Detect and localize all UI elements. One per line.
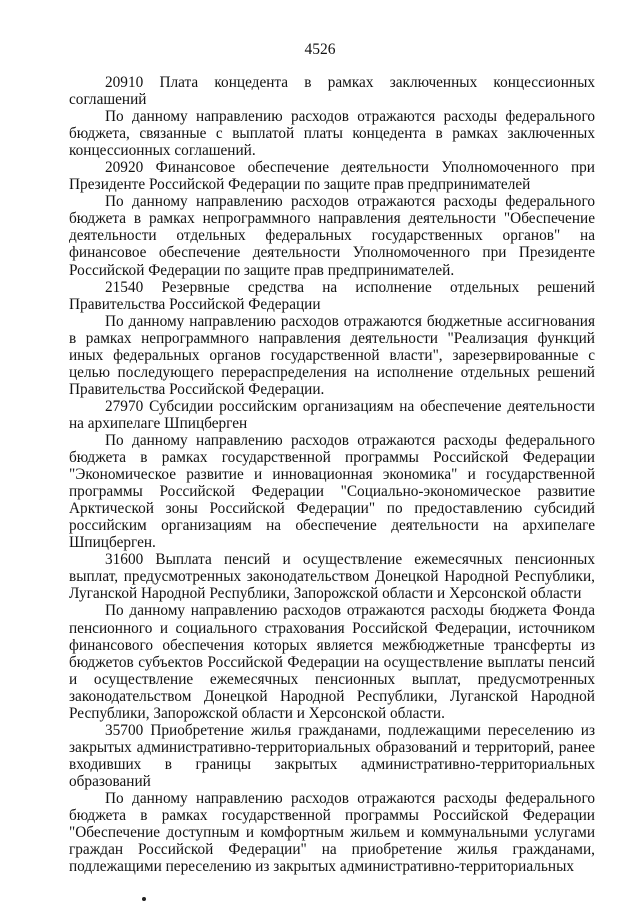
document-body	[69, 74, 595, 875]
paragraph-35700-description: По данному направлению расходов отражаются расходы федерального бюджета в рамках государственной программы Российской Федерации "Обеспечение доступным и комфортным жильем и коммунальными услугами граждан Российской Федерации" на приобретение жилья гражданами, подлежащими переселению из закрытых административно-территориальных	[69, 789, 595, 876]
heading-20910: 20910 Плата концедента в рамках заключенных концессионных соглашений	[69, 74, 595, 109]
paragraph-27970-description: По данному направлению расходов отражаются расходы федерального бюджета в рамках государственной программы Российской Федерации "Экономическое развитие и инновационная экономика" и государственной программы Российской Федерации "Социально-экономическое развитие Арктической зоны Российской Федерации" по предоставлению субсидий российским организациям на обеспечение деятельности на архипелаге Шпицберген.	[69, 431, 595, 552]
scan-artifact-dot	[142, 897, 146, 901]
heading-31600: 31600 Выплата пенсий и осуществление ежемесячных пенсионных выплат, предусмотренных законодательством Донецкой Народной Республики, Луганской Народной Республики, Запорожской области и Херсонской области	[69, 551, 595, 603]
paragraph-31600-description: По данному направлению расходов отражаются расходы бюджета Фонда пенсионного и социального страхования Российской Федерации, источником финансового обеспечения которых является межбюджетные трансферты из бюджетов субъектов Российской Федерации на осуществление выплаты пенсий и осуществление ежемесячных пенсионных выплат, предусмотренных законодательством Донецкой Народной Республики, Луганской Народной Республики, Запорожской области и Херсонской области.	[69, 602, 595, 722]
paragraph-21540-description: По данному направлению расходов отражаются бюджетные ассигнования в рамках непрограммного направления деятельности "Реализация функций иных федеральных органов государственной власти", зарезервированные с целью последующего перераспределения на исполнение отдельных решений Правительства Российской Федерации.	[69, 312, 595, 398]
heading-20920: 20920 Финансовое обеспечение деятельности Уполномоченного при Президенте Российской Федерации по защите прав предпринимателей	[69, 159, 595, 194]
heading-27970: 27970 Субсидии российским организациям на обеспечение деятельности на архипелаге Шпицберген	[69, 397, 595, 432]
paragraph-20920-description: По данному направлению расходов отражаются расходы федерального бюджета в рамках непрограммного направления деятельности "Обеспечение деятельности отдельных федеральных государственных органов" на финансовое обеспечение деятельности Уполномоченного при Президенте Российской Федерации по защите прав предпринимателей.	[69, 193, 595, 279]
heading-35700: 35700 Приобретение жилья гражданами, подлежащими переселению из закрытых административно-территориальных образований и территорий, ранее входивших в границы закрытых административно-территориальных образований	[69, 721, 595, 790]
page-number: 4526	[304, 41, 336, 58]
paragraph-20910-description: По данному направлению расходов отражаются расходы федерального бюджета, связанные с выплатой платы концедента в рамках заключенных концессионных соглашений.	[69, 108, 595, 160]
heading-21540: 21540 Резервные средства на исполнение отдельных решений Правительства Российской Федерации	[69, 278, 595, 313]
